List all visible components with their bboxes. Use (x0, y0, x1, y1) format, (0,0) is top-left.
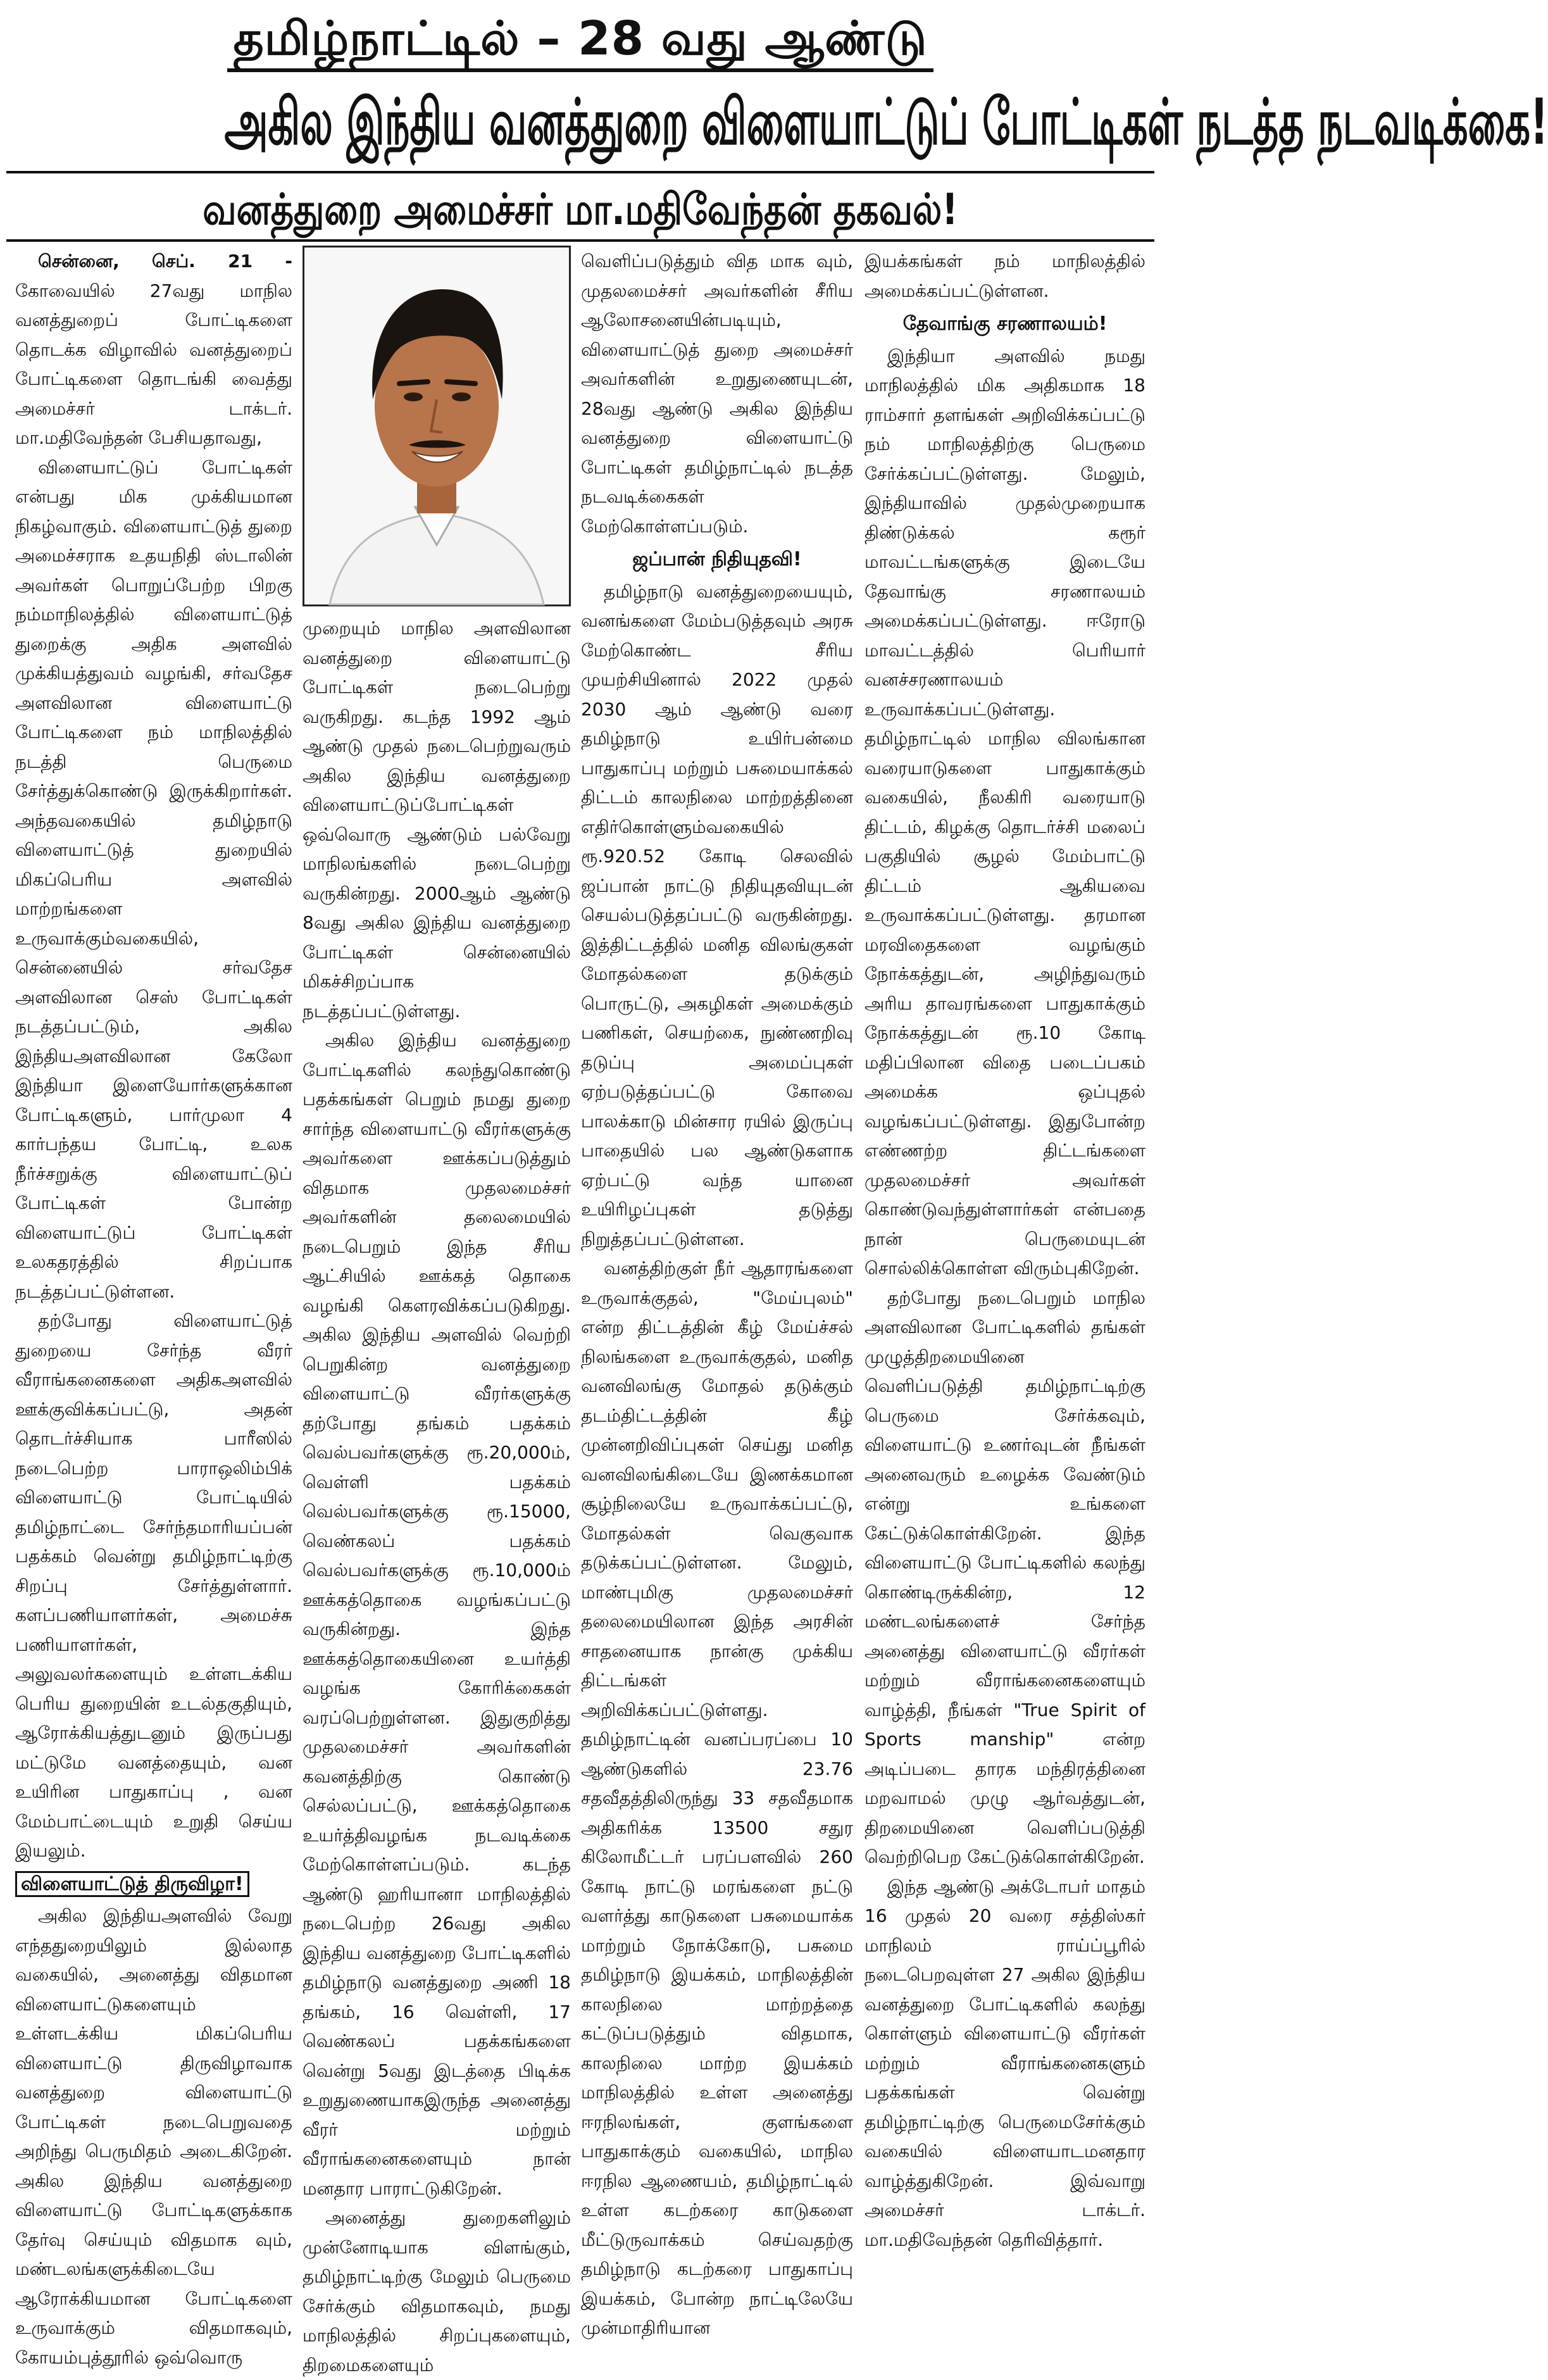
portrait-illustration (304, 247, 569, 604)
section-heading: தேவாங்கு சரணாலயம்! (902, 313, 1108, 335)
body-paragraph: தமிழ்நாடு வனத்துறையையும், வனங்களை மேம்படுத்தவும் அரசு மேற்கொண்ட சீரிய முயற்சியினால் 2022 முதல் 2030 ஆம் ஆண்டு வரை தமிழ்நாடு உயிர்பன்மை பாதுகாப்பு மற்றும் பசுமையாக்கல் திட்டம் காலநிலை மாற்றத்தினை எதிர்கொள்ளும்வகையில் ரூ.920.52 கோடி செலவில் ஜப்பான் நாட்டு நிதியுதவியுடன் செயல்படுத்தப்பட்டு வருகின்றது. இத்திட்டத்தில் மனித விலங்குகள் மோதல்களை தடுக்கும் பொருட்டு, அகழிகள் அமைக்கும் பணிகள், செயற்கை, நுண்ணறிவு தடுப்பு அமைப்புகள் ஏற்படுத்தப்பட்டு கோவை பாலக்காடு மின்சார ரயில் இருப்பு பாதையில் பல ஆண்டுகளாக ஏற்பட்டு வந்த யானை உயிரிழப்புகள் தடுத்து நிறுத்தப்பட்டுள்ளன. (581, 580, 853, 1250)
body-paragraph: தற்போது விளையாட்டுத் துறையை சேர்ந்த வீரர் வீராங்கனைகளை அதிகஅளவில் ஊக்குவிக்கப்பட்டு, அதன் தொடர்ச்சியாக பாரீஸில் நடைபெற்ற பாராஒலிம்பிக் விளையாட்டு போட்டியில் தமிழ்நாட்டை சேர்ந்தமாரியப்பன் பதக்கம் வென்று தமிழ்நாட்டிற்கு சிறப்பு சேர்த்துள்ளார். களப்பணியாளர்கள், அமைச்சு பணியாளர்கள், அலுவலர்களையும் உள்ளடக்கிய பெரிய துறையின் உடல்தகுதியும், ஆரோக்கியத்துடனும் இருப்பது மட்டுமே வனத்தையும், வன உயிரின பாதுகாப்பு , வன மேம்பாட்டையும் உறுதி செய்ய இயலும். (15, 1310, 292, 1861)
article-column-3 (581, 247, 853, 2355)
body-paragraph: வெளிப்படுத்தும் வித மாக வும், முதலமைச்சர் அவர்களின் சீரிய ஆலோசனையின்படியும், விளையாட்டுத் துறை அமைச்சர் அவர்களின் உறுதுணையுடன், 28வது ஆண்டு அகில இந்திய வனத்துறை விளையாட்டு போட்டிகள் தமிழ்நாட்டில் நடத்த நடவடிக்கைகள் மேற்கொள்ளப்படும். (581, 251, 853, 537)
body-paragraph: இயக்கங்கள் நம் மாநிலத்தில் அமைக்கப்பட்டுள்ளன. (865, 251, 1145, 301)
section-heading: விளையாட்டுத் திருவிழா! (15, 1870, 292, 1900)
article-column-2 (303, 614, 571, 2376)
kicker-headline: தமிழ்நாட்டில் – 28 வது ஆண்டு (0, 11, 1161, 72)
headline-rule-top (6, 171, 1154, 173)
main-headline: அகில இந்திய வனத்துறை விளையாட்டுப் போட்டிகள் நடத்த நடவடிக்கை! (224, 85, 1548, 159)
body-paragraph: அகில இந்திய வனத்துறை போட்டிகளில் கலந்துகொண்டு பதக்கங்கள் பெறும் நமது துறை சார்ந்த விளையாட்டு வீரர்களுக்கு அவர்களை ஊக்கப்படுத்தும் விதமாக முதலமைச்சர் அவர்களின் தலைமையில் நடைபெறும் இந்த சீரிய ஆட்சியில் ஊக்கத் தொகை வழங்கி கௌரவிக்கப்படுகிறது. அகில இந்திய அளவில் வெற்றி பெறுகின்ற வனத்துறை விளையாட்டு வீரர்களுக்கு தற்போது தங்கம் பதக்கம் வெல்பவர்களுக்கு ரூ.20,000ம், வெள்ளி பதக்கம் வெல்பவர்களுக்கு ரூ.15000, வெண்கலப் பதக்கம் வெல்பவர்களுக்கு ரூ.10,000ம் ஊக்கத்தொகை வழங்கப்பட்டு வருகின்றது. இந்த ஊக்கத்தொகையினை உயர்த்தி வழங்க கோரிக்கைகள் வரப்பெற்றுள்ளன. இதுகுறித்து முதலமைச்சர் அவர்களின் கவனத்திற்கு கொண்டு செல்லப்பட்டு, ஊக்கத்தொகை உயர்த்திவழங்க நடவடிக்கை மேற்கொள்ளப்படும். கடந்த ஆண்டு ஹரியானா மாநிலத்தில் நடைபெற்ற 26வது அகில இந்திய வனத்துறை போட்டிகளில் தமிழ்நாடு வனத்துறை அணி 18 தங்கம், 16 வெள்ளி, 17 வெண்கலப் பதக்கங்களை வென்று 5வது இடத்தை பிடிக்க உறுதுணையாகஇருந்த அனைத்து வீரர் மற்றும் வீராங்கனைகளையும் நான் மனதார பாராட்டுகிறேன். (303, 1030, 571, 2199)
dateline: சென்னை, செப். 21 - (38, 251, 292, 272)
article-column-1 (15, 247, 292, 2368)
article-column-4 (865, 247, 1145, 2355)
body-paragraph: சென்னை, செப். 21 - கோவையில் 27வது மாநில வனத்துறைப் போட்டிகளை தொடக்க விழாவில் வனத்துறைப் போட்டிகளை தொடங்கி வைத்து அமைச்சர் டாக்டர். மா.மதிவேந்தன் பேசியதாவது, (15, 251, 292, 448)
body-paragraph: விளையாட்டுப் போட்டிகள் என்பது மிக முக்கியமான நிகழ்வாகும். விளையாட்டுத் துறை அமைச்சராக உதயநிதி ஸ்டாலின் அவர்கள் பொறுப்பேற்ற பிறகு நம்மாநிலத்தில் விளையாட்டுத் துறைக்கு அதிக அளவில் முக்கியத்துவம் வழங்கி, சர்வதேச அளவிலான விளையாட்டு போட்டிகளை நம் மாநிலத்தில் நடத்தி பெருமை சேர்த்துக்கொண்டு இருக்கிறார்கள். அந்தவகையில் தமிழ்நாடு விளையாட்டுத் துறையில் மிகப்பெரிய அளவில் மாற்றங்களை உருவாக்கும்வகையில், சென்னையில் சர்வதேச அளவிலான செஸ் போட்டிகள் நடத்தப்பட்டும், அகில இந்தியஅளவிலான கேலோ இந்தியா இளையோர்களுக்கான போட்டிகளும், பார்முலா 4 கார்பந்தய போட்டி, உலக நீர்ச்சறுக்கு விளையாட்டுப் போட்டிகள் போன்ற விளையாட்டுப் போட்டிகள் உலகதரத்தில் சிறப்பாக நடத்தப்பட்டுள்ளன. (15, 456, 292, 1302)
subheadline: வனத்துறை அமைச்சர் மா.மதிவேந்தன் தகவல்! (203, 185, 958, 235)
minister-photo (303, 246, 571, 606)
body-paragraph: அகில இந்தியஅளவில் வேறு எந்ததுறையிலும் இல்லாத வகையில், அனைத்து விதமான விளையாட்டுகளையும் உள்ளடக்கிய மிகப்பெரிய விளையாட்டு திருவிழாவாக வனத்துறை விளையாட்டு போட்டிகள் நடைபெறுவதை அறிந்து பெருமிதம் அடைகிறேன். அகில இந்திய வனத்துறை விளையாட்டு போட்டிகளுக்காக தேர்வு செய்யும் விதமாக வும், மண்டலங்களுக்கிடையே ஆரோக்கியமான போட்டிகளை உருவாக்கும் விதமாகவும், கோயம்புத்தூரில் ஒவ்வொரு (15, 1905, 292, 2368)
body-paragraph: இந்த ஆண்டு அக்டோபர் மாதம் 16 முதல் 20 வரை சத்திஸ்கர் மாநிலம் ராய்ப்பூரில் நடைபெறவுள்ள 27 அகில இந்திய வனத்துறை போட்டிகளில் கலந்து கொள்ளும் விளையாட்டு வீரர்கள் மற்றும் வீராங்கனைகளும் பதக்கங்கள் வென்று தமிழ்நாட்டிற்கு பெருமைசேர்க்கும் வகையில் விளையாடமனதார வாழ்த்துகிறேன். இவ்வாறு அமைச்சர் டாக்டர். மா.மதிவேந்தன் தெரிவித்தார். (865, 1876, 1145, 2250)
body-paragraph: முறையும் மாநில அளவிலான வனத்துறை விளையாட்டு போட்டிகள் நடைபெற்று வருகிறது. கடந்த 1992 ஆம் ஆண்டு முதல் நடைபெற்றுவரும் அகில இந்திய வனத்துறை விளையாட்டுப்போட்டிகள் ஒவ்வொரு ஆண்டும் பல்வேறு மாநிலங்களில் நடைபெற்று வருகின்றது. 2000ஆம் ஆண்டு 8வது அகில இந்திய வனத்துறை போட்டிகள் சென்னையில் மிகச்சிறப்பாக நடத்தப்பட்டுள்ளது. (303, 618, 571, 1022)
body-paragraph: தற்போது நடைபெறும் மாநில அளவிலான போட்டிகளில் தங்கள் முழுத்திறமையினை வெளிப்படுத்தி தமிழ்நாட்டிற்கு பெருமை சேர்க்கவும், விளையாட்டு உணர்வுடன் நீங்கள் அனைவரும் உழைக்க வேண்டும் என்று உங்களை கேட்டுக்கொள்கிறேன். இந்த விளையாட்டு போட்டிகளில் கலந்து கொண்டிருக்கின்ற, 12 மண்டலங்களைச் சேர்ந்த அனைத்து விளையாட்டு வீரர்கள் மற்றும் வீராங்கனைகளையும் வாழ்த்தி, நீங்கள் "True Spirit of Sports manship" என்ற அடிப்படை தாரக மந்திரத்தினை மறவாமல் முழு ஆர்வத்துடன், திறமையினை வெளிப்படுத்தி வெற்றிபெற கேட்டுக்கொள்கிறேன். (865, 1287, 1145, 1867)
section-heading: ஜப்பான் நிதியுதவி! (632, 548, 802, 570)
body-paragraph: இந்தியா அளவில் நமது மாநிலத்தில் மிக அதிகமாக 18 ராம்சார் தளங்கள் அறிவிக்கப்பட்டு நம் மாநிலத்திற்கு பெருமை சேர்க்கப்பட்டுள்ளது. மேலும், இந்தியாவில் முதல்முறையாக திண்டுக்கல் கரூர் மாவட்டங்களுக்கு இடையே தேவாங்கு சரணாலயம் அமைக்கப்பட்டுள்ளது. ஈரோடு மாவட்டத்தில் பெரியார் வனச்சரணாலயம் உருவாக்கப்பட்டுள்ளது. தமிழ்நாட்டில் மாநில விலங்கான வரையாடுகளை பாதுகாக்கும் வகையில், நீலகிரி வரையாடு திட்டம், கிழக்கு தொடர்ச்சி மலைப் பகுதியில் சூழல் மேம்பாட்டு திட்டம் ஆகியவை உருவாக்கப்பட்டுள்ளது. தரமான மரவிதைகளை வழங்கும் நோக்கத்துடன், அழிந்துவரும் அரிய தாவரங்களை பாதுகாக்கும் நோக்கத்துடன் ரூ.10 கோடி மதிப்பிலான விதை படைப்பகம் அமைக்க ஒப்புதல் வழங்கப்பட்டுள்ளது. இதுபோன்ற எண்ணற்ற திட்டங்களை முதலமைச்சர் அவர்கள் கொண்டுவந்துள்ளார்கள் என்பதை நான் பெருமையுடன் சொல்லிக்கொள்ள விரும்புகிறேன். (865, 345, 1145, 1279)
headline-rule-bottom (6, 239, 1154, 242)
body-paragraph: அனைத்து துறைகளிலும் முன்னோடியாக விளங்கும், தமிழ்நாட்டிற்கு மேலும் பெருமை சேர்க்கும் விதமாகவும், நமது மாநிலத்தில் சிறப்புகளையும், திறமைகளையும் (303, 2207, 571, 2376)
body-paragraph: வனத்திற்குள் நீர் ஆதாரங்களை உருவாக்குதல், "மேய்புலம்" என்ற திட்டத்தின் கீழ் மேய்ச்சல் நிலங்களை உருவாக்குதல், மனித வனவிலங்கு மோதல் தடுக்கும் தடம்திட்டத்தின் கீழ் முன்னறிவிப்புகள் செய்து மனித வனவிலங்கிடையே இணக்கமான சூழ்நிலையே உருவாக்கப்பட்டு, மோதல்கள் வெகுவாக தடுக்கப்பட்டுள்ளன. மேலும், மாண்புமிகு முதலமைச்சர் தலைமையிலான இந்த அரசின் சாதனையாக நான்கு முக்கிய திட்டங்கள் அறிவிக்கப்பட்டுள்ளது. தமிழ்நாட்டின் வனப்பரப்பை 10 ஆண்டுகளில் 23.76 சதவீதத்திலிருந்து 33 சதவீதமாக அதிகரிக்க 13500 சதுர கிலோமீட்டர் பரப்பளவில் 260 கோடி நாட்டு மரங்களை நட்டு வளர்த்து காடுகளை பசுமையாக்க மாற்றும் நோக்கோடு, பசுமை தமிழ்நாடு இயக்கம், மாநிலத்தின் காலநிலை மாற்றத்தை கட்டுப்படுத்தும் விதமாக, காலநிலை மாற்ற இயக்கம் மாநிலத்தில் உள்ள அனைத்து ஈரநிலங்கள், குளங்களை பாதுகாக்கும் வகையில், மாநில ஈரநில ஆணையம், தமிழ்நாட்டில் உள்ள கடற்கரை காடுகளை மீட்டுருவாக்கம் செய்வதற்கு தமிழ்நாடு கடற்கரை பாதுகாப்பு இயக்கம், போன்ற நாட்டிலேயே முன்மாதிரியான (581, 1258, 853, 2338)
